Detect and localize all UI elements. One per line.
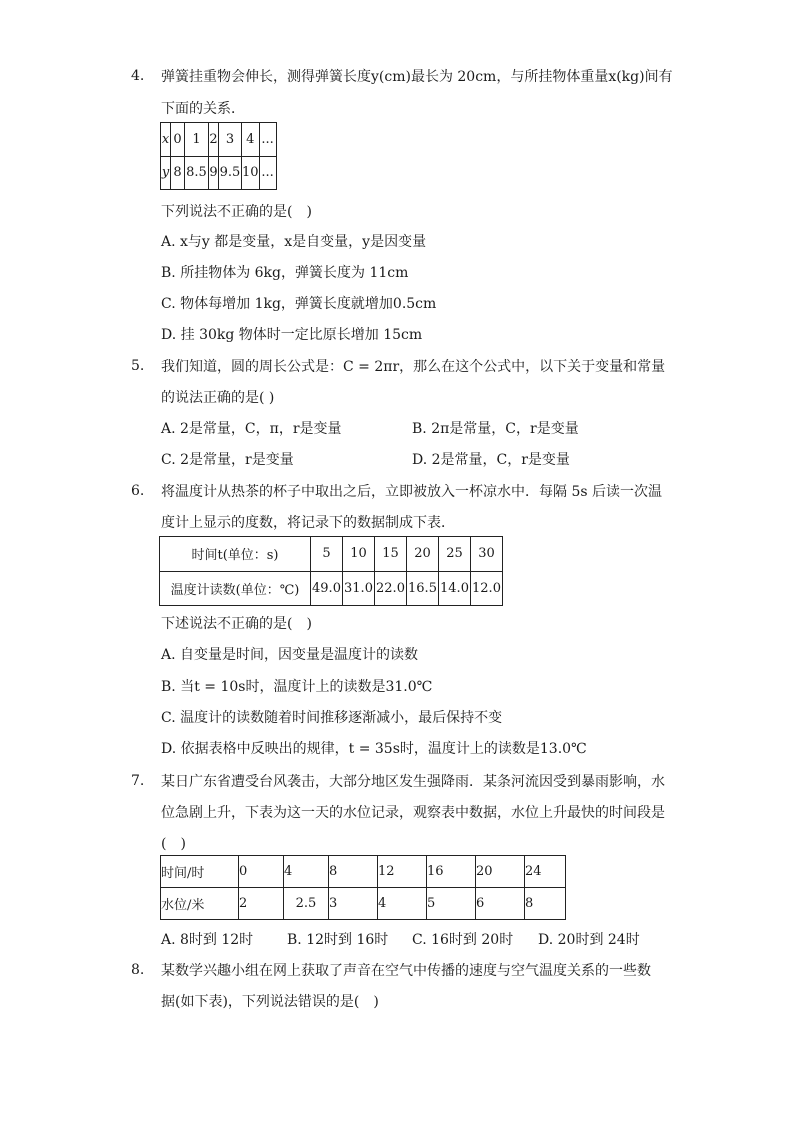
q4-option-c: C. 物体每增加 1kg，弹簧长度就增加0.5cm: [161, 296, 437, 312]
table-cell: 24: [525, 856, 566, 888]
table-row: [161, 888, 566, 920]
q5-option-a: A. 2是常量，C，π，r是变量: [161, 421, 342, 437]
table-cell: 5: [427, 888, 476, 920]
table-row: [160, 571, 503, 606]
q5-text-line2: 的说法正确的是( ): [161, 390, 275, 406]
q6-stem: 下述说法不正确的是( ): [161, 616, 312, 632]
q7-text-line2: 位急剧上升，下表为这一天的水位记录，观察表中数据，水位上升最快的时间段是: [161, 805, 665, 821]
q5-text-line1: 我们知道，圆的周长公式是：C = 2πr，那么在这个公式中，以下关于变量和常量: [161, 359, 666, 375]
q5-option-d: D. 2是常量，C，r是变量: [412, 452, 570, 468]
q6-text-line1: 将温度计从热茶的杯子中取出之后，立即被放入一杯凉水中．每隔 5s 后读一次温: [161, 484, 662, 500]
table-row: [161, 123, 277, 157]
q7-number: 7.: [131, 773, 145, 789]
table-cell: 1: [185, 123, 209, 157]
table-cell: 9.5: [219, 156, 242, 190]
table-cell: 0: [239, 856, 284, 888]
table-cell: 4: [378, 888, 427, 920]
q5-option-b: B. 2π是常量，C，r是变量: [412, 421, 579, 437]
table-cell: 12.0: [471, 571, 503, 606]
q6-option-d: D. 依据表格中反映出的规律，t = 35s时，温度计上的读数是13.0℃: [161, 741, 587, 757]
table-cell: 14.0: [439, 571, 471, 606]
table-cell: 20: [407, 537, 439, 572]
table-cell: 20: [476, 856, 525, 888]
q6-option-a: A. 自变量是时间，因变量是温度计的读数: [161, 647, 419, 663]
q5-option-c: C. 2是常量，r是变量: [161, 452, 294, 468]
table-cell: ...: [259, 123, 276, 157]
table-cell: 0: [171, 123, 185, 157]
q7-option-b: B. 12时到 16时: [287, 932, 389, 948]
table-cell: 3: [219, 123, 242, 157]
table-cell: 2: [239, 888, 284, 920]
table-cell: 25: [439, 537, 471, 572]
q7-option-a: A. 8时到 12时: [161, 932, 254, 948]
q5-number: 5.: [131, 358, 145, 374]
table-cell: 10: [343, 537, 375, 572]
table-cell: 3: [329, 888, 378, 920]
q8-number: 8.: [131, 962, 145, 978]
q8-text-line1: 某数学兴趣小组在网上获取了声音在空气中传播的速度与空气温度关系的一些数: [161, 963, 651, 979]
q6-option-c: C. 温度计的读数随着时间推移逐渐减小，最后保持不变: [161, 710, 503, 726]
table-cell: 10: [242, 156, 260, 190]
table-cell: 水位/米: [161, 888, 239, 920]
q4-option-a: A. x与y 都是变量，x是自变量，y是因变量: [161, 234, 427, 250]
table-cell: 49.0: [311, 571, 343, 606]
q7-text-line3: ( ): [161, 836, 186, 852]
table-cell: 温度计读数(单位：℃): [160, 571, 311, 606]
q4-data-table: [160, 122, 277, 190]
q7-option-c: C. 16时到 20时: [412, 932, 514, 948]
table-cell: 31.0: [343, 571, 375, 606]
table-cell: y: [161, 156, 171, 190]
q7-option-d: D. 20时到 24时: [538, 932, 640, 948]
q4-text-line2: 下面的关系．: [161, 101, 245, 117]
table-cell: 15: [375, 537, 407, 572]
table-cell: x: [161, 123, 171, 157]
table-cell: 22.0: [375, 571, 407, 606]
table-cell: 8: [329, 856, 378, 888]
table-cell: 16.5: [407, 571, 439, 606]
table-cell: 时间t(单位：s): [160, 537, 311, 572]
table-cell: 时间/时: [161, 856, 239, 888]
table-cell: 16: [427, 856, 476, 888]
table-cell: 8: [525, 888, 566, 920]
table-cell: 2.5: [284, 888, 329, 920]
table-row: [160, 537, 503, 572]
table-cell: 12: [378, 856, 427, 888]
q7-data-table: [160, 855, 566, 920]
table-cell: 8: [171, 156, 185, 190]
table-row: [161, 156, 277, 190]
table-cell: 5: [311, 537, 343, 572]
q6-option-b: B. 当t = 10s时，温度计上的读数是31.0℃: [161, 679, 433, 695]
q4-stem: 下列说法不正确的是( ): [161, 204, 312, 220]
q6-number: 6.: [131, 483, 145, 499]
q8-text-line2: 据(如下表)，下列说法错误的是( ): [161, 994, 379, 1010]
table-cell: 8.5: [185, 156, 209, 190]
table-cell: 30: [471, 537, 503, 572]
table-cell: 4: [242, 123, 260, 157]
q7-text-line1: 某日广东省遭受台风袭击，大部分地区发生强降雨．某条河流因受到暴雨影响，水: [161, 774, 665, 790]
table-row: [161, 856, 566, 888]
q4-text-line1: 弹簧挂重物会伸长，测得弹簧长度y(cm)最长为 20cm，与所挂物体重量x(kg)间有: [161, 69, 673, 85]
table-cell: 6: [476, 888, 525, 920]
table-cell: 2: [209, 123, 219, 157]
table-cell: 9: [209, 156, 219, 190]
table-cell: 4: [284, 856, 329, 888]
q6-text-line2: 度计上显示的度数，将记录下的数据制成下表．: [161, 515, 455, 531]
q4-number: 4.: [131, 68, 145, 84]
q6-data-table: [159, 536, 503, 606]
q4-option-b: B. 所挂物体为 6kg，弹簧长度为 11cm: [161, 265, 409, 281]
q4-option-d: D. 挂 30kg 物体时一定比原长增加 15cm: [161, 327, 423, 343]
table-cell: ...: [259, 156, 276, 190]
